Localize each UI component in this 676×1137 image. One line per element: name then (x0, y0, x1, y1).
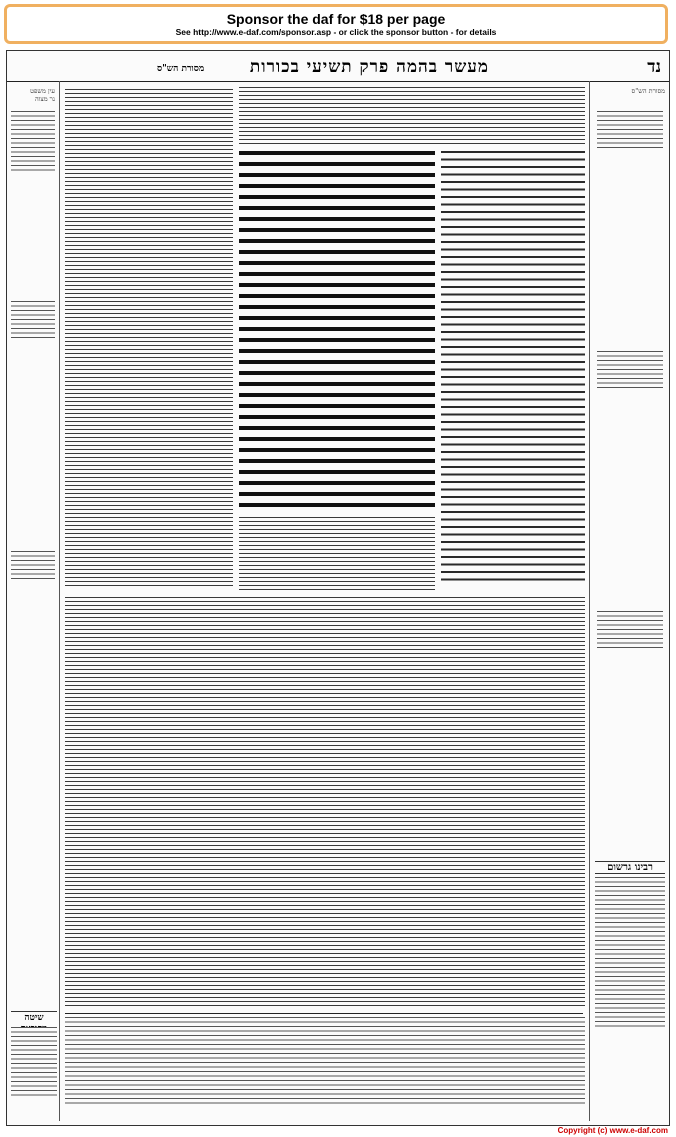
sponsor-title[interactable]: Sponsor the daf for $18 per page (226, 11, 446, 27)
sponsor-details-link[interactable]: See http://www.e-daf.com/sponsor.asp - or click the sponsor button - for details (175, 27, 497, 37)
footnote-rule (65, 1013, 583, 1014)
mid-commentary (239, 517, 435, 593)
rabbeinu-gershom-heading: רבינו גרשום (595, 861, 665, 874)
rabbeinu-gershom-text (595, 877, 665, 1027)
lower-commentary (65, 597, 585, 1007)
sponsor-banner[interactable] (4, 4, 668, 44)
ein-mishpat-label: עין משפט נר מצוה (30, 87, 55, 103)
running-title: מעשר בהמה פרק תשיעי בכורות (249, 57, 489, 77)
ein-mishpat-notes-3 (11, 551, 55, 581)
masoret-notes-2 (597, 351, 663, 391)
rashi-column (441, 151, 585, 581)
footnotes (65, 1017, 585, 1107)
right-margin-divider (589, 81, 590, 1121)
masoret-notes (597, 111, 663, 151)
shita-mekubetzet-text (11, 1027, 57, 1097)
ein-mishpat-notes (11, 111, 55, 171)
copyright-notice[interactable]: Copyright (c) www.e-daf.com (557, 1126, 668, 1135)
tosafot-column (65, 89, 233, 589)
gemara-text (239, 151, 435, 511)
masoret-label: מסורת הש"ס (631, 87, 665, 95)
ein-mishpat-notes-2 (11, 301, 55, 341)
left-margin-divider (59, 81, 60, 1121)
talmud-page (6, 50, 670, 1126)
page-number: נד (647, 57, 661, 77)
shita-mekubetzet-heading: שיטה (11, 1011, 57, 1035)
masoret-notes-3 (597, 611, 663, 651)
upper-commentary (239, 87, 585, 147)
masoret-hashas-label: מסורת הש"ס (157, 64, 205, 74)
header-rule (7, 81, 669, 82)
